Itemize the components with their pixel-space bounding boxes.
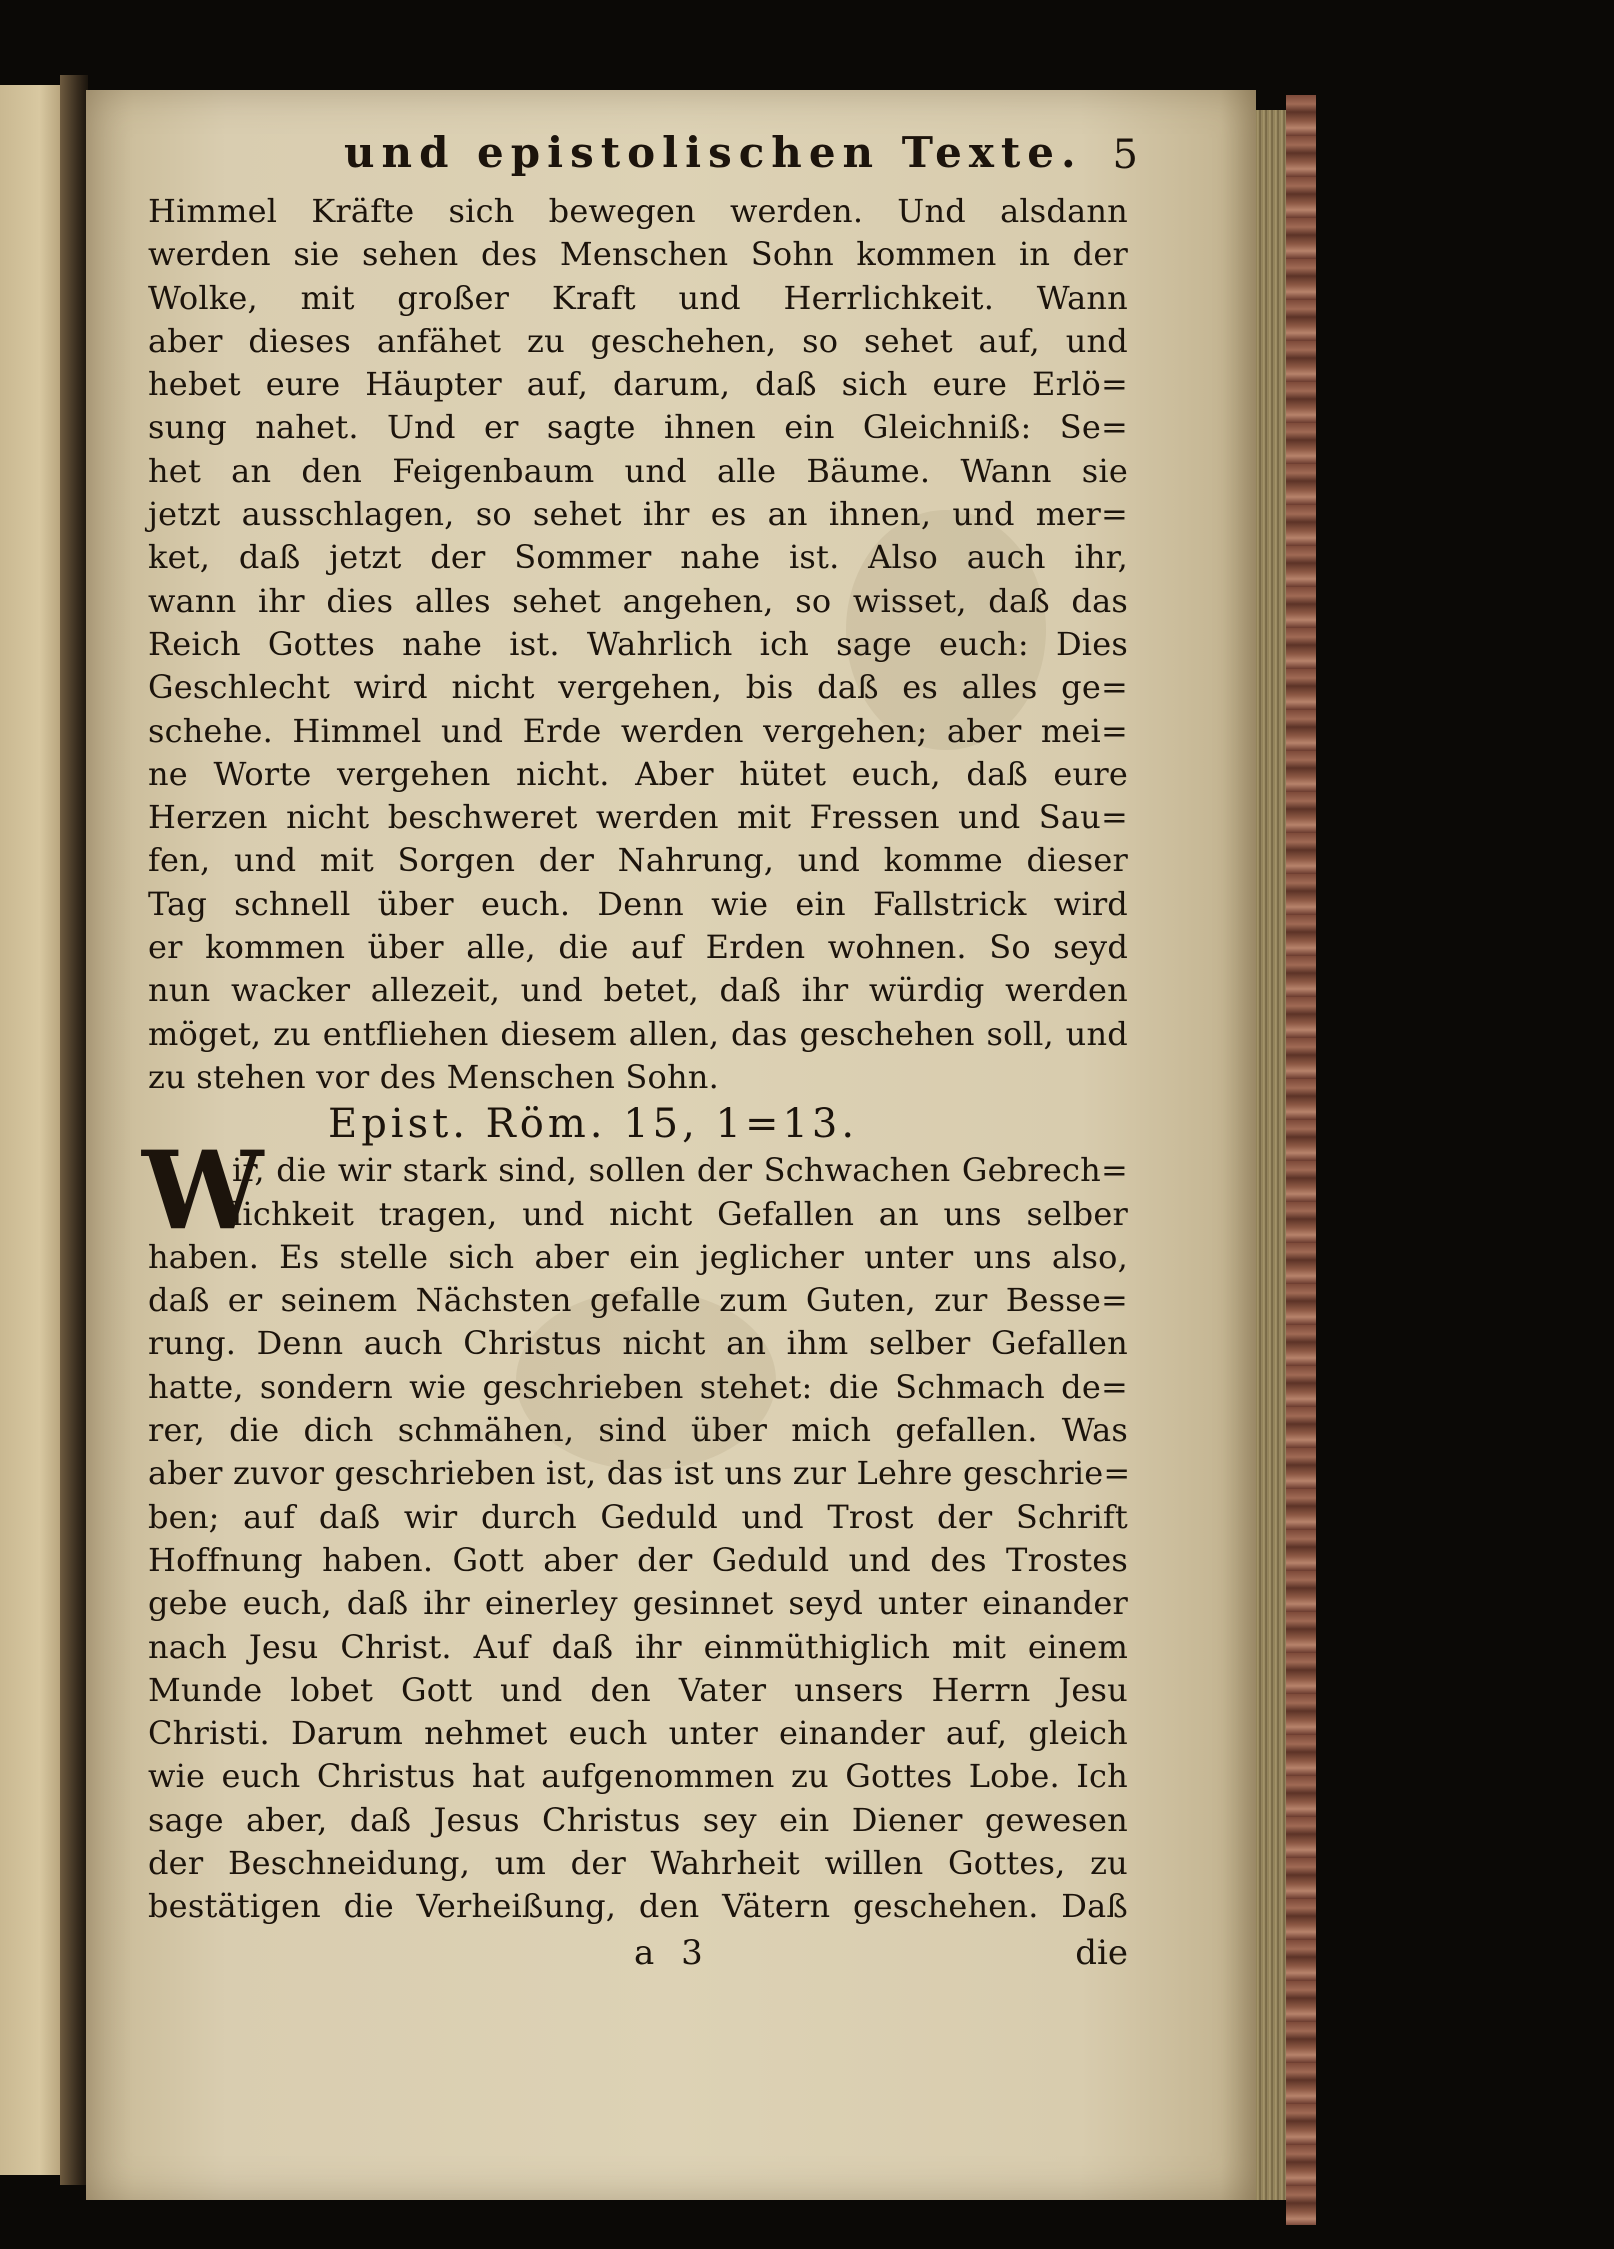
text-line: Geschlecht wird nicht vergehen, bis daß es alles ge=: [148, 668, 1128, 707]
signature-mark: a 3: [634, 1932, 711, 1973]
marbled-cover-edge: [1286, 95, 1316, 2225]
text-line: Herzen nicht beschweret werden mit Fressen und Sau=: [148, 798, 1128, 837]
text-line: sage aber, daß Jesus Christus sey ein Diener gewesen: [148, 1800, 1128, 1839]
running-head: und epistolischen Texte.: [344, 128, 1083, 177]
book-gutter: [60, 75, 88, 2185]
text-line: nach Jesu Christ. Auf daß ihr einmüthiglich mit einem: [148, 1627, 1128, 1666]
text-line: het an den Feigenbaum und alle Bäume. Wann sie: [148, 451, 1128, 490]
text-line: aber zuvor geschrieben ist, das ist uns zur Lehre geschrie=: [148, 1454, 1131, 1493]
text-line: rer, die dich schmähen, sind über mich gefallen. Was: [148, 1411, 1128, 1450]
text-line: wie euch Christus hat aufgenommen zu Gottes Lobe. Ich: [148, 1757, 1128, 1796]
catchword: die: [1075, 1932, 1128, 1973]
text-line: ket, daß jetzt der Sommer nahe ist. Also auch ihr,: [148, 538, 1128, 577]
text-line: fen, und mit Sorgen der Nahrung, und komme dieser: [148, 841, 1128, 880]
epistle-text: [142, 1128, 1131, 1928]
text-line: rung. Denn auch Christus nicht an ihm selber Gefallen: [148, 1324, 1128, 1363]
page-stack-edges: [1256, 110, 1286, 2200]
text-line: schehe. Himmel und Erde werden vergehen; aber mei=: [148, 711, 1128, 750]
text-line: ir, die wir stark sind, sollen der Schwachen Gebrech=: [232, 1151, 1128, 1190]
text-line: Christi. Darum nehmet euch unter einander auf, gleich: [148, 1714, 1128, 1753]
text-line: hebet eure Häupter auf, darum, daß sich eure Erlö=: [148, 365, 1128, 404]
text-line: möget, zu entfliehen diesem allen, das geschehen soll, und: [148, 1014, 1128, 1053]
page-text-block: [142, 120, 1138, 1977]
text-line: jetzt ausschlagen, so sehet ihr es an ihnen, und mer=: [148, 495, 1128, 534]
text-line: werden sie sehen des Menschen Sohn kommen in der: [148, 235, 1128, 274]
text-line: ne Worte vergehen nicht. Aber hütet euch, daß eure: [148, 754, 1128, 793]
text-line: der Beschneidung, um der Wahrheit willen Gottes, zu: [148, 1843, 1128, 1882]
text-line: wann ihr dies alles sehet angehen, so wisset, daß das: [148, 581, 1128, 620]
text-line: Munde lobet Gott und den Vater unsers Herrn Jesu: [148, 1670, 1128, 1709]
gospel-text: [148, 190, 1128, 1099]
text-line: Reich Gottes nahe ist. Wahrlich ich sage euch: Dies: [148, 624, 1128, 663]
text-line: bestätigen die Verheißung, den Vätern geschehen. Daß: [148, 1887, 1128, 1926]
text-line: nun wacker allezeit, und betet, daß ihr würdig werden: [148, 971, 1128, 1010]
page-header: [148, 120, 1138, 190]
page-number: 5: [1112, 132, 1138, 178]
text-line: haben. Es stelle sich aber ein jeglicher unter uns also,: [148, 1237, 1128, 1276]
text-line: Hoffnung haben. Gott aber der Geduld und des Trostes: [148, 1540, 1128, 1579]
text-line: er kommen über alle, die auf Erden wohnen. So seyd: [148, 928, 1128, 967]
text-line: sung nahet. Und er sagte ihnen ein Gleichniß: Se=: [148, 408, 1128, 447]
text-line: daß er seinem Nächsten gefalle zum Guten, zur Besse=: [148, 1281, 1128, 1320]
text-line: Himmel Kräfte sich bewegen werden. Und alsdann: [148, 192, 1128, 230]
text-line: Wolke, mit großer Kraft und Herrlichkeit. Wann: [148, 278, 1128, 317]
drop-cap: W: [142, 1128, 264, 1255]
page-footer: [148, 1929, 1128, 1977]
text-line: zu stehen vor des Menschen Sohn.: [148, 1057, 719, 1096]
text-line: lichkeit tragen, und nicht Gefallen an uns selber: [232, 1194, 1128, 1233]
text-line: hatte, sondern wie geschrieben stehet: die Schmach de=: [148, 1367, 1128, 1406]
text-line: gebe euch, daß ihr einerley gesinnet seyd unter einander: [148, 1584, 1128, 1623]
text-line: Tag schnell über euch. Denn wie ein Fallstrick wird: [148, 884, 1128, 923]
epistle-heading: Epist. Röm. 15, 1=13.: [328, 1101, 859, 1148]
text-line: aber dieses anfähet zu geschehen, so sehet auf, und: [148, 321, 1128, 360]
text-line: ben; auf daß wir durch Geduld und Trost der Schrift: [148, 1497, 1128, 1536]
